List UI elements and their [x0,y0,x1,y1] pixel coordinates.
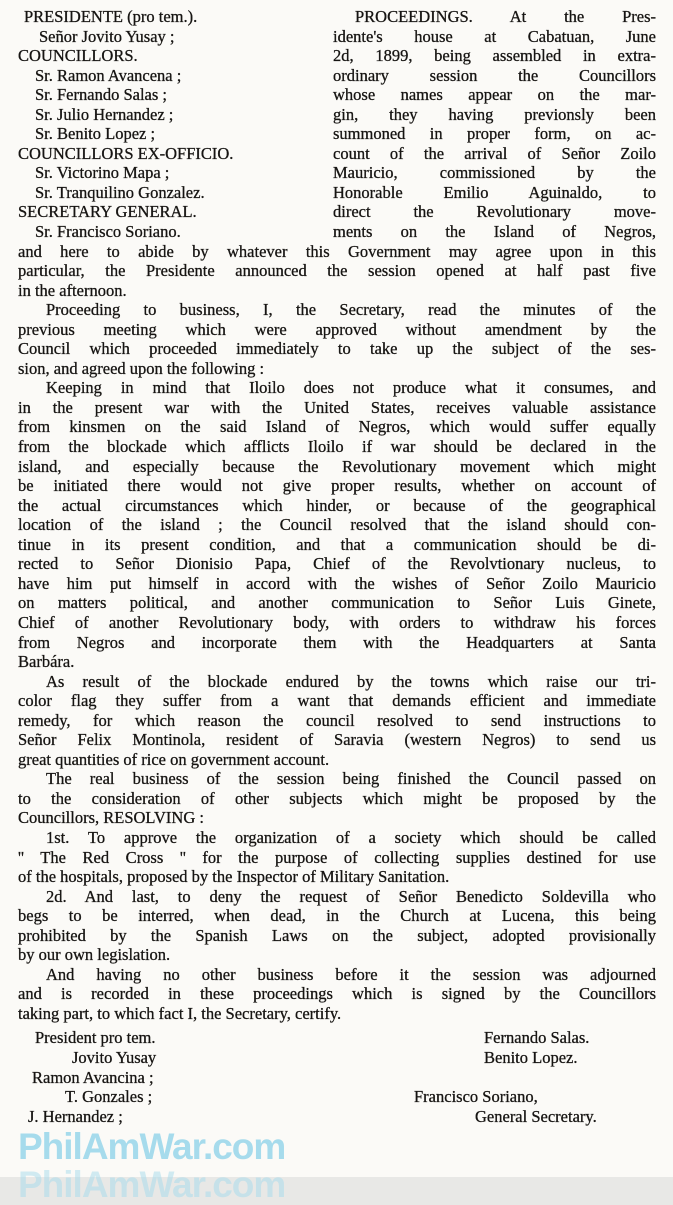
margin-roster [18,7,333,242]
roster-line: SECRETARY GENERAL. [18,202,197,222]
paragraph-iloilo-resolution [18,378,656,671]
signature-line: Jovito Yusay [72,1047,157,1067]
paragraph-line: of the hospitals, proposed by the Inspector of Military Sanitation. [18,867,450,887]
paragraph-line: particular, the Presidente announced the session opened at half past five [18,261,656,281]
paragraph-blockade-rice [18,672,656,770]
signature-block [18,1028,656,1126]
header-two-column-section [18,7,656,242]
signature-line: Ramon Avancina ; [32,1067,154,1087]
paragraph-line: in the afternoon. [18,280,127,300]
roster-line: COUNCILLORS. [18,46,138,66]
paragraph-line: remedy, for which reason the council resolved to send instructions to [18,710,656,730]
paragraph-line: Señor Felix Montinola, resident of Saravia (western Negros) to send us [18,730,656,750]
paragraph-line: Council which proceeded immediately to take up the subject of the ses- [18,339,656,359]
proceedings-line: PROCEEDINGS. At the Pres- [355,7,656,26]
paragraph-line: Chief of another Revolutionary body, with orders to withdraw his forces [18,612,656,632]
paragraph-line: color flag they suffer from a want that demands efficient and immediate [18,691,656,711]
paragraph-line: Councillors, RESOLVING : [18,808,204,828]
paragraph-line: and is recorded in these proceedings which is signed by the Councillors [18,984,656,1004]
signature-line: Benito Lopez. [484,1047,578,1067]
paragraph-line: by our own legislation. [18,945,171,965]
signature-line: J. Hernandez ; [28,1106,123,1126]
proceedings-intro [333,7,656,242]
proceedings-line: idente's house at Cabatuan, June [333,26,656,46]
signature-line [414,1068,656,1088]
signature-line: President pro tem. [35,1028,156,1048]
proceedings-line: summoned in proper form, on ac- [333,124,656,144]
paragraph-first-resolution-red-cross [18,828,656,887]
paragraph-line: island, and especially because the Revolutionary movement which might [18,456,656,476]
paragraph-line: Proceeding to business, I, the Secretary, read the minutes of the [46,300,656,320]
signature-line: Francisco Soriano, [414,1087,538,1107]
signatures-right [414,1028,656,1126]
paragraph-line: and here to abide by whatever this Government may agree upon in this [18,241,656,261]
proceedings-line: Honorable Emilio Aguinaldo, to [333,182,656,202]
paragraph-line: prohibited by the Spanish Laws on the subject, adopted provisionally [18,925,656,945]
roster-line: Sr. Benito Lopez ; [35,124,156,144]
paragraph-line: taking part, to which fact I, the Secretary, certify. [18,1003,342,1023]
paragraph-line: location of the island ; the Council resolved that the island should con- [18,515,656,535]
proceedings-line: count of the arrival of Señor Zoilo [333,143,656,163]
paragraph-line: 1st. To approve the organization of a society which should be called [46,827,656,847]
paragraph-line: sion, and agreed upon the following : [18,358,265,378]
paragraph-line: the actual circumstances which hinder, or because of the geographical [18,495,656,515]
paragraph-line: 2d. And last, to deny the request of Señor Benedicto Soldevilla who [46,886,656,906]
roster-line: Señor Jovito Yusay ; [39,26,175,46]
proceedings-line: ordinary session the Councillors [333,65,656,85]
paragraph-line: from Negros and incorporate them with the Headquarters at Santa [18,632,656,652]
paragraph-minutes-read [18,300,656,378]
paragraph-resolving [18,769,656,828]
paragraph-line: Keeping in mind that Iloilo does not produce what it consumes, and [46,378,656,398]
paragraph-line: '' The Red Cross '' for the purpose of collecting supplies destined for use [18,847,656,867]
paragraph-line: The real business of the session being finished the Council passed on [46,769,656,789]
philamwar-watermark: PhilAmWar.com [18,1126,286,1168]
paragraph-line: As result of the blockade endured by the towns which raise our tri- [46,671,656,691]
paragraph-line: in the present war with the United States, receives valuable assistance [18,397,656,417]
paragraph-line: tinue in its present condition, and that a communication should be di- [18,534,656,554]
proceedings-line: whose names appear on the mar- [333,85,656,105]
proceedings-line: direct the Revolutionary move- [333,202,656,222]
roster-line: PRESIDENTE (pro tem.). [24,7,198,26]
paragraph-line: And having no other business before it the session was adjourned [46,964,656,984]
paragraph-line: Barbára. [18,652,75,672]
paragraph-line: previous meeting which were approved without amendment by the [18,319,656,339]
proceedings-line: ments on the Island of Negros, [333,222,656,242]
paragraph-line: be initiated there would not give proper results, whether on account of [18,476,656,496]
proceedings-line: 2d, 1899, being assembled in extra- [333,46,656,66]
paragraph-adjournment [18,965,656,1024]
paragraph-second-resolution-soldevilla [18,887,656,965]
roster-line: Sr. Ramon Avancena ; [35,65,182,85]
paragraph-line: on matters political, and another communication to Señor Luis Ginete, [18,593,656,613]
roster-line: Sr. Francisco Soriano. [35,222,181,242]
paragraph-line: from the blockade which afflicts Iloilo if war should be declared in the [18,437,656,457]
paragraph-session-opened [18,242,656,301]
signature-line: Fernando Salas. [484,1028,590,1048]
watermark-partial-row [18,1164,656,1205]
paragraph-line: from kinsmen on the said Island of Negros, which would suffer equally [18,417,656,437]
philamwar-watermark-clipped: PhilAmWar.com [18,1164,286,1205]
signatures-left [18,1028,414,1126]
paragraph-line: rected to Señor Dionisio Papa, Chief of the Revolvtionary nucleus, to [18,554,656,574]
proceedings-line: gin, they having previonsly been [333,104,656,124]
paragraph-line: begs to be interred, when dead, in the Church at Lucena, this being [18,906,656,926]
proceedings-line: Mauricio, commissioned by the [333,163,656,183]
signature-line: T. Gonzales ; [65,1087,153,1107]
roster-line: Sr. Fernando Salas ; [35,85,167,105]
paragraph-line: have him put himself in accord with the wishes of Señor Zoilo Mauricio [18,573,656,593]
paragraph-line: great quantities of rice on government account. [18,749,330,769]
signature-line: General Secretary. [475,1106,597,1126]
roster-line: COUNCILLORS EX-OFFICIO. [18,143,234,163]
roster-line: Sr. Victorino Mapa ; [35,163,170,183]
paragraph-line: to the consideration of other subjects which might be proposed by the [18,788,656,808]
body-text [18,242,656,1024]
roster-line: Sr. Julio Hernandez ; [35,104,174,124]
roster-line: Sr. Tranquilino Gonzalez. [35,182,205,202]
